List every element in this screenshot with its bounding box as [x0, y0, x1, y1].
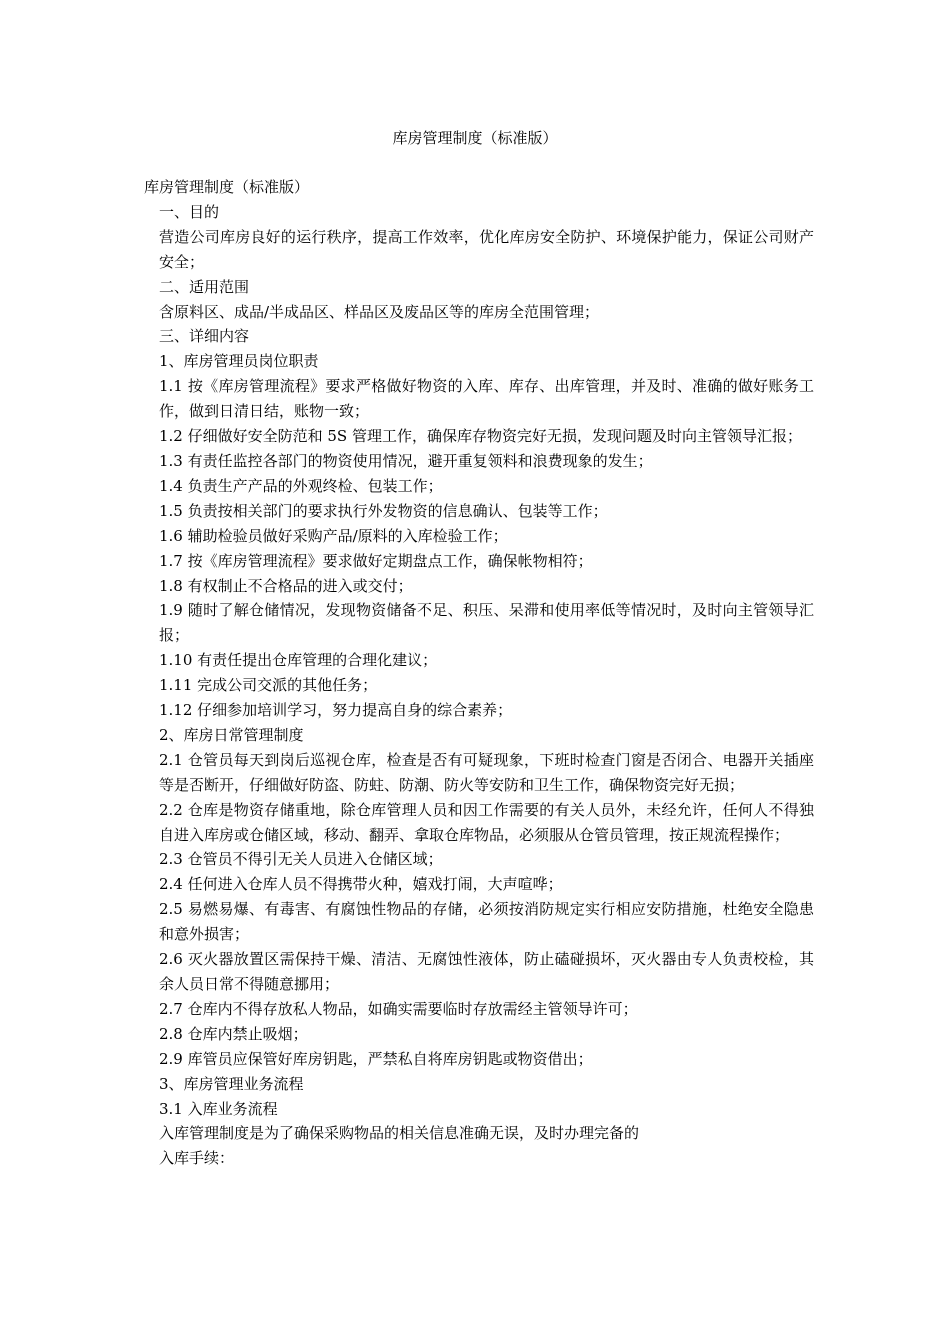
list-item: 1.12 仔细参加培训学习，努力提高自身的综合素养； [159, 701, 513, 720]
paragraph: 入库手续： [159, 1149, 235, 1168]
paragraph: 含原料区、成品/半成品区、样品区及废品区等的库房全范围管理； [159, 302, 600, 321]
paragraph: 营造公司库房良好的运行秩序，提高工作效率，优化库房安全防护、环境保护能力，保证公司财产安全； [159, 227, 814, 271]
page-title: 库房管理制度（标准版） [392, 129, 558, 147]
subsection-heading: 3、库房管理业务流程 [159, 1074, 304, 1093]
subsection-heading: 2、库房日常管理制度 [159, 725, 304, 744]
list-item: 1.3 有责任监控各部门的物资使用情况，避开重复领料和浪费现象的发生； [159, 451, 653, 470]
list-item: 1.10 有责任提出仓库管理的合理化建议； [159, 651, 438, 670]
list-item: 1.8 有权制止不合格品的进入或交付； [159, 576, 413, 595]
list-item: 2.5 易燃易爆、有毒害、有腐蚀性物品的存储，必须按消防规定实行相应安防措施，杜绝安全隐患和意外损害； [159, 900, 814, 944]
list-item: 2.2 仓库是物资存储重地，除仓库管理人员和因工作需要的有关人员外，未经允许，任何人不得独自进入库房或仓储区域，移动、翻弄、拿取仓库物品，必须服从仓管员管理，按正规流程操作； [159, 800, 814, 844]
list-item: 1.5 负责按相关部门的要求执行外发物资的信息确认、包装等工作； [159, 501, 608, 520]
list-item: 1.1 按《库房管理流程》要求严格做好物资的入库、库存、出库管理，并及时、准确的做好账务工作，做到日清日结，账物一致； [159, 377, 814, 421]
list-item: 1.9 随时了解仓储情况，发现物资储备不足、积压、呆滞和使用率低等情况时，及时向主管领导汇报； [159, 601, 814, 645]
section-heading: 二、适用范围 [159, 277, 250, 296]
paragraph: 入库管理制度是为了确保采购物品的相关信息准确无误，及时办理完备的 [159, 1124, 640, 1143]
list-item: 1.11 完成公司交派的其他任务； [159, 676, 378, 695]
doc-heading: 库房管理制度（标准版） [144, 178, 310, 196]
list-item: 1.6 辅助检验员做好采购产品/原料的入库检验工作； [159, 526, 508, 545]
section-heading: 三、详细内容 [159, 327, 250, 346]
list-item: 2.3 仓管员不得引无关人员进入仓储区域； [159, 850, 443, 869]
list-item: 1.4 负责生产产品的外观终检、包装工作； [159, 476, 443, 495]
list-item: 2.4 任何进入仓库人员不得携带火种，嬉戏打闹，大声喧哗； [159, 875, 563, 894]
list-item: 2.1 仓管员每天到岗后巡视仓库，检查是否有可疑现象，下班时检查门窗是否闭合、电器开关插座等是否断开，仔细做好防盗、防蛀、防潮、防火等安防和卫生工作，确保物资完好无损； [159, 750, 814, 794]
list-item: 2.8 仓库内禁止吸烟； [159, 1024, 308, 1043]
list-item: 2.6 灭火器放置区需保持干燥、清洁、无腐蚀性液体，防止磕碰损坏，灭火器由专人负责校检，其余人员日常不得随意挪用； [159, 950, 814, 993]
subsection-heading: 1、库房管理员岗位职责 [159, 352, 319, 371]
list-item: 1.2 仔细做好安全防范和 5S 管理工作，确保库存物资完好无损，发现问题及时向主管领导汇报； [159, 427, 802, 446]
list-item: 2.7 仓库内不得存放私人物品，如确实需要临时存放需经主管领导许可； [159, 999, 638, 1018]
document-body [144, 175, 814, 1171]
list-item: 3.1 入库业务流程 [159, 1099, 278, 1118]
list-item: 2.9 库管员应保管好库房钥匙，严禁私自将库房钥匙或物资借出； [159, 1049, 593, 1068]
list-item: 1.7 按《库房管理流程》要求做好定期盘点工作，确保帐物相符； [159, 551, 593, 570]
section-heading: 一、目的 [159, 202, 220, 221]
